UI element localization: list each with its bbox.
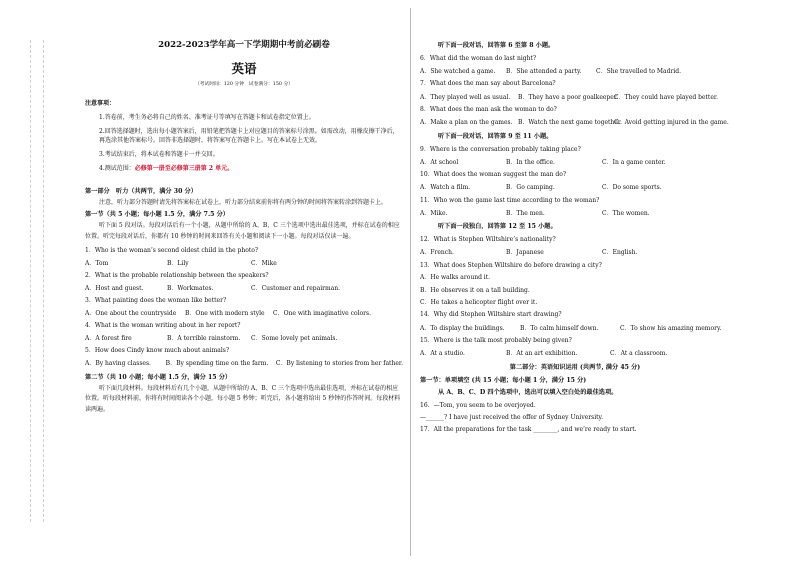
option-a: A．They played well as usual. <box>420 93 511 101</box>
options-row <box>420 350 730 358</box>
question-8: 8．What does the man ask the woman to do? <box>420 105 557 113</box>
option-c: C．By listening to stories from her father. <box>275 360 403 368</box>
option-c: C．In a game center. <box>602 158 666 166</box>
scope-text: 必修第一册至必修第三册第 2 单元。 <box>134 165 234 172</box>
section-heading: 第一节：单项填空 (共 15 小题；每小题 1 分，满分 15 分) <box>420 376 587 384</box>
option-c: C．Do some sports. <box>602 184 662 192</box>
question-9: 9．Where is the conversation probably taking place? <box>420 145 581 153</box>
option-c: C．English. <box>602 249 638 257</box>
option-a: A．Host and guest. <box>85 284 144 292</box>
option-b: B．They have a poor goalkeeper. <box>518 93 618 101</box>
option-a: A．He walks around it. <box>420 274 491 282</box>
section-heading: 第二节（共 10 小题；每小题 1.5 分，满分 15 分） <box>85 374 232 382</box>
option-b: B．One with modern style <box>185 310 265 318</box>
question-17: 17．All the preparations for the task ________, and we’re ready to start. <box>420 426 637 434</box>
option-c: C．At a classroom. <box>610 350 668 358</box>
options-row <box>420 210 730 218</box>
option-b: B．Japanese <box>506 249 544 257</box>
exam-meta: （考试时间：120 分钟 试卷满分：150 分） <box>194 82 294 87</box>
option-a: A．At a studio. <box>420 350 465 358</box>
options-row <box>85 335 403 343</box>
option-b: B．At an art exhibition. <box>506 350 578 358</box>
option-c: C．To show his amazing memory. <box>620 324 722 332</box>
options-row <box>420 119 730 127</box>
option-a: A．Tom <box>85 259 109 267</box>
options-row <box>420 249 730 257</box>
question-12: 12．What is Stephen Wiltshire’s nationality? <box>420 236 556 244</box>
option-a: A．At school <box>420 158 459 166</box>
option-b: B．Go camping. <box>506 184 555 192</box>
right-column <box>420 0 730 562</box>
option-c: C．Customer and repairman. <box>251 284 341 292</box>
options-row <box>85 360 403 368</box>
option-b: B．Lily <box>167 259 189 267</box>
option-b: B．He observes it on a tall building. <box>420 286 530 294</box>
option-b: B．The men. <box>506 209 545 217</box>
options-row <box>85 260 403 268</box>
option-a: A．One about the countryside <box>85 310 177 318</box>
scope-label: 4.测试范围： <box>99 165 135 172</box>
question-7: 7．What does the man say about Barcelona? <box>420 80 556 88</box>
option-c: C．Some lovely pet animals. <box>251 335 338 343</box>
part-heading: 第一部分 听力（共两节，满分 30 分） <box>85 188 197 196</box>
question-4: 4．What is the woman writing about in her report? <box>85 322 241 330</box>
option-a: A．To display the buildings. <box>420 324 505 332</box>
question-13: 13．What does Stephen Wiltshire do before drawing a city? <box>420 261 602 269</box>
options-row <box>85 310 403 318</box>
binding-margin <box>30 40 44 522</box>
option-b: B．To calm himself down. <box>520 324 599 332</box>
question-16: 16．—Tom, you seem to be overjoyed. <box>420 401 536 409</box>
question-6: 6．What did the woman do last night? <box>420 54 537 62</box>
option-c: C．He takes a helicopter flight over it. <box>420 299 538 307</box>
question-10: 10．What does the woman suggest the man do? <box>420 171 567 179</box>
question-11: 11．Who won the game last time according to the woman? <box>420 196 600 204</box>
option-c: C．The women. <box>602 209 650 217</box>
option-c: C．She travelled to Madrid. <box>596 67 681 75</box>
instruction-text: 从 A、B、C、D 四个选项中，选出可以填入空白处的最佳选项。 <box>438 388 618 396</box>
option-b: B．Workmates. <box>167 284 214 292</box>
question-3: 3．What painting does the woman like better? <box>85 296 227 304</box>
question-2: 2．What is the probable relationship between the speakers? <box>85 271 269 279</box>
option-a: A．Make a plan on the games. <box>420 119 513 127</box>
option-b: B．She attended a party. <box>506 67 582 75</box>
question-16-reply: —______? I have just received the offer of Sydney University. <box>420 413 604 421</box>
option-a: A．She watched a game. <box>420 67 496 75</box>
page-title: 2022-2023学年高一下学期期中考前必刷卷 <box>158 40 330 50</box>
listening-group-heading: 听下面一段独白，回答第 12 至 15 小题。 <box>438 223 557 231</box>
option-c: C．Mike <box>251 259 277 267</box>
option-c: C．One with imaginative colors. <box>273 310 371 318</box>
option-c: C．Avoid getting injured in the game. <box>614 119 729 127</box>
left-column <box>85 0 403 562</box>
option-a: A．By having classes. <box>85 360 151 368</box>
options-row <box>420 325 730 333</box>
question-15: 15．Where is the talk most probably being given? <box>420 336 572 344</box>
notice-item: 2.回答选择题时，选出每小题答案后，用铅笔把答题卡上对应题目的答案标号涂黑。如需改动，用橡皮擦干净后，再选涂其他答案标号。回答非选择题时，将答案写在答题卡上。写在本试卷上无效。 <box>99 127 399 144</box>
notice-heading: 注意事项： <box>85 100 116 107</box>
question-5: 5．How does Cindy know much about animals? <box>85 347 230 355</box>
notice-item: 1.答卷前，考生务必将自己的姓名、准考证号等填写在答题卡和试卷指定位置上。 <box>99 113 315 121</box>
notice-item: 3.考试结束后，将本试卷和答题卡一并交回。 <box>99 151 219 158</box>
option-b: B．In the office. <box>506 158 555 166</box>
column-divider <box>410 8 411 556</box>
option-a: A．Mike. <box>420 209 448 217</box>
options-row <box>420 94 730 102</box>
option-a: A．A forest fire <box>85 335 132 343</box>
options-row <box>420 68 730 76</box>
options-row <box>420 159 730 167</box>
option-b: B．Watch the next game together. <box>518 119 622 127</box>
options-row <box>85 285 403 293</box>
option-b: B．A terrible rainstorm. <box>167 335 241 343</box>
option-a: A．Watch a film. <box>420 184 471 192</box>
part-heading: 第二部分：英语知识运用 (共两节, 满分 45 分) <box>509 363 641 371</box>
question-1: 1．Who is the woman’s second oldest child in the photo? <box>85 246 259 254</box>
option-b: B．By spending time on the farm. <box>165 360 269 368</box>
option-a: A．French. <box>420 249 454 257</box>
option-c: C．They could have played better. <box>614 93 719 101</box>
notice-scope <box>85 164 403 173</box>
instruction-text: 听下面 5 段对话。每段对话后有一个小题，从题中所给的 A、B、C 三个选项中选出最佳选项，并标在试卷的相应位置。听完每段对话后，你都有 10 秒钟的时间来回答有关小题和阅读下一小题。每段对话仅读一遍。 <box>85 222 400 240</box>
question-14: 14．Why did Stephen Wiltshire start drawing? <box>420 311 562 319</box>
subject-title: 英语 <box>231 61 257 76</box>
section-heading: 第一节（共 5 小题；每小题 1.5 分，满分 7.5 分） <box>85 211 229 219</box>
listening-group-heading: 听下面一段对话，回答第 9 至 11 小题。 <box>438 132 553 140</box>
options-row <box>420 184 730 192</box>
instruction-text: 注意，听力部分答题时请先将答案标在试卷上，听力部分结束前你将有两分钟的时间将答案转涂到答题卡上。 <box>99 199 388 207</box>
instruction-text: 听下面几段材料。每段材料后有几个小题，从题中所给的 A、B、C 三个选项中选出最佳选项，并标在试卷的相应位置。听每段材料前，你将有时间阅读各个小题，每小题 5 秒钟；听完后，各小题将给出 5 秒钟的作答时间。每段材料读两遍。 <box>85 385 401 413</box>
listening-group-heading: 听下面一段对话，回答第 6 至第 8 小题。 <box>438 42 555 49</box>
